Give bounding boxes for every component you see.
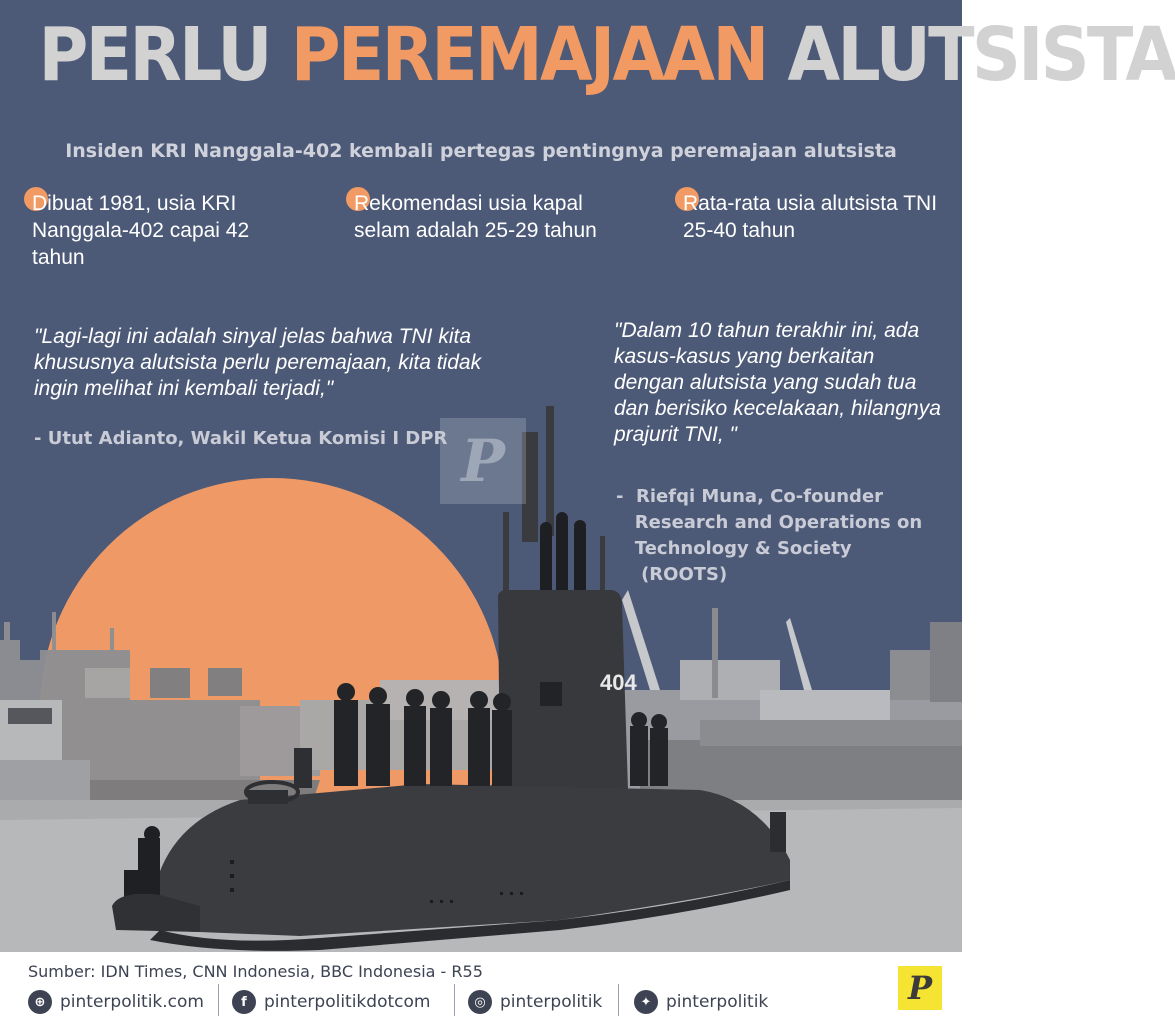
divider <box>618 984 619 1016</box>
sources-text: Sumber: IDN Times, CNN Indonesia, BBC Indonesia - R55 <box>28 962 483 981</box>
crew-on-sail <box>540 512 586 590</box>
title-part-3: ALUTSISTA <box>787 12 1175 98</box>
social-link-website[interactable] <box>28 988 204 1016</box>
footer <box>0 952 962 1024</box>
social-link-facebook[interactable] <box>232 988 430 1016</box>
watermark-logo <box>440 418 526 504</box>
poster-title <box>38 12 1175 98</box>
background-ships-right <box>620 590 962 810</box>
instagram-icon: ◎ <box>468 990 492 1014</box>
quote-text: "Lagi-lagi ini adalah sinyal jelas bahwa TNI kita khususnya alutsista perlu peremajaan, kita tidak ingin melihat ini kembali terjadi," <box>34 325 482 400</box>
facebook-icon: f <box>232 990 256 1014</box>
fact-item <box>32 190 272 271</box>
globe-icon: ⊕ <box>28 990 52 1014</box>
logo-letter: P <box>907 969 933 1007</box>
watermark-letter: P <box>461 427 505 495</box>
twitter-icon: ✦ <box>634 990 658 1014</box>
fact-text: Rata-rata usia alutsista TNI 25-40 tahun <box>683 192 938 242</box>
social-label: pinterpolitikdotcom <box>264 992 431 1012</box>
fact-item <box>354 190 624 244</box>
title-part-2: PEREMAJAAN <box>290 12 767 98</box>
social-label: pinterpolitik.com <box>60 992 204 1012</box>
quote-text: "Dalam 10 tahun terakhir ini, ada kasus-kasus yang berkaitan dengan alutsista yang sudah tua dan berisiko kecelakaan, hilangnya prajurit TNI, " <box>614 319 941 446</box>
fact-text: Dibuat 1981, usia KRI Nanggala-402 capai 42 tahun <box>32 192 250 269</box>
social-link-instagram[interactable] <box>468 988 602 1016</box>
poster-subtitle: Insiden KRI Nanggala-402 kembali pertegas pentingnya peremajaan alutsista <box>65 140 897 162</box>
social-label: pinterpolitik <box>666 992 769 1012</box>
divider <box>454 984 455 1016</box>
social-link-twitter[interactable] <box>634 988 768 1016</box>
quote-attribution: - Utut Adianto, Wakil Ketua Komisi I DPR <box>34 428 448 449</box>
fact-text: Rekomendasi usia kapal selam adalah 25-29 tahun <box>354 192 597 242</box>
divider <box>218 984 219 1016</box>
pinterpolitik-logo <box>898 966 942 1010</box>
quote-attribution: - Riefqi Muna, Co-founder Research and Operations on Technology & Society (ROOTS) <box>616 486 923 585</box>
fact-item <box>683 190 953 244</box>
submarine-hull-number: 404 <box>600 670 637 695</box>
social-label: pinterpolitik <box>500 992 603 1012</box>
title-part-1: PERLU <box>38 12 270 98</box>
